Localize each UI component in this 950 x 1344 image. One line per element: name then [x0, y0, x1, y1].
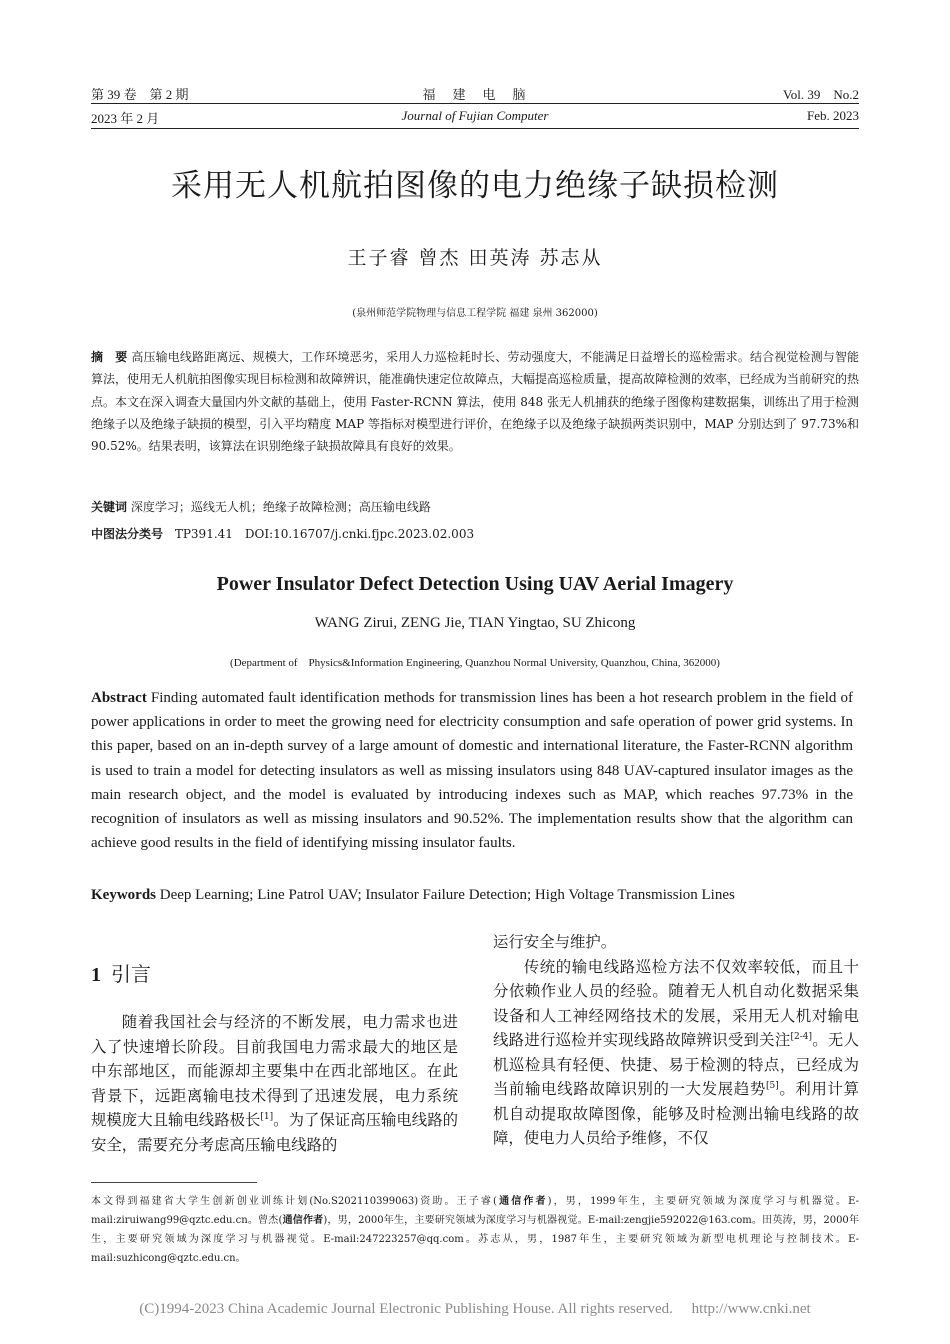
section-number: 1	[91, 964, 101, 986]
affiliation-en: (Department of Physics&Information Engineering, Quanzhou Normal University, Quanzhou, China, 362000)	[230, 657, 720, 669]
keywords-cn-label: 关键词	[91, 500, 128, 514]
footnote-text: 本文得到福建省大学生创新创业训练计划(No.S202110399063)资助。王子睿(	[91, 1196, 497, 1207]
clc-text: TP391.41 DOI:10.16707/j.cnki.fjpc.2023.02.003	[174, 527, 475, 541]
footnote-bold: 通信作者	[496, 1196, 548, 1207]
header-date-en: Feb. 2023	[807, 108, 859, 123]
header-journal-en: Journal of Fujian Computer	[401, 108, 549, 123]
keywords-cn-text: 深度学习；巡线无人机；绝缘子故障检测；高压输电线路	[130, 500, 431, 514]
citation: [2-4]	[790, 1031, 812, 1042]
paper-title-cn: 采用无人机航拍图像的电力绝缘子缺损检测	[171, 168, 779, 204]
abstract-cn-label: 摘 要	[91, 350, 128, 364]
keywords-en-text: Deep Learning; Line Patrol UAV; Insulator Failure Detection; High Voltage Transmission Lines	[156, 887, 735, 903]
paragraph-text: 随着我国社会与经济的不断发展，电力需求也进入了快速增长阶段。目前我国电力需求最大的地区是中东部地区，而能源却主要集中在西北部地区。在此背景下，远距离输电技术得到了迅速发展，电力系统规模庞大且输电线路极长	[91, 1013, 458, 1129]
affiliation-cn: (泉州师范学院物理与信息工程学院 福建 泉州 362000)	[352, 308, 598, 319]
abstract-cn-text: 高压输电线路距离远、规模大，工作环境恶劣，采用人力巡检耗时长、劳动强度大，不能满足日益增长的巡检需求。结合视觉检测与智能算法，使用无人机航拍图像实现目标检测和故障辨识，能准确快速定位故障点，大幅提高巡检质量，提高故障检测的效率，已经成为当前研究的热点。本文在深入调查大量国内外文献的基础上，使用 Faster-RCNN 算法，使用 848 张无人机捕获的绝缘子图像构建数据集，训练出了用于检测绝缘子以及绝缘子缺损的模型，引入平均精度 MAP 等指标对模型进行评价，在绝缘子以及绝缘子缺损两类识别中，MAP 分别达到了 97.73%和 90.52%。结果表明，该算法在识别绝缘子缺损故障具有良好的效果。	[91, 350, 860, 454]
header-vol-no: Vol. 39 No.2	[783, 87, 859, 102]
abstract-en-text: Finding automated fault identification methods for transmission lines has been a hot research problem in the field of power applications in order to meet the growing need for electricity consumption and safe operation of power grid systems. In this paper, based on an in-depth survey of a large amount of domestic and international literature, the Faster-RCNN algorithm is used to train a model for detecting insulators as well as missing insulators using 848 UAV-captured insulator images as the main research object, and the model is evaluated by introducing indexes such as MAP, which reaches 97.73% in the recognition of insulators as well as missing insulators and 90.52%. The implementation results show that the algorithm can achieve good results in the field of identifying missing insulator faults.	[91, 690, 853, 852]
paragraph-text: 。利用计算机自动提取故障图像，能够及时检测出输电线路的故障，使电力人员给予维修，不仅	[493, 1080, 859, 1147]
keywords-en	[91, 887, 735, 904]
authors-en: WANG Zirui, ZENG Jie, TIAN Yingtao, SU Zhicong	[314, 615, 636, 631]
abstract-cn	[91, 346, 859, 457]
footnote-rule	[91, 1182, 257, 1183]
keywords-en-label: Keywords	[91, 887, 156, 903]
header-date-cn: 2023 年 2 月	[91, 111, 160, 126]
footnote-bold: 通信作者	[282, 1215, 324, 1226]
header-rule-top	[91, 103, 859, 104]
footnote	[91, 1192, 859, 1268]
paragraph-text: 传统的输电线路巡检方法不仅效率较低，而且十分依赖作业人员的经验。随着无人机自动化数据采集设备和人工神经网络技术的发展，采用无人机对输电线路进行巡检并实现线路故障辨识受到关注	[493, 957, 859, 1049]
section-title: 引言	[111, 962, 151, 986]
header-journal-cn: 福 建 电 脑	[422, 87, 528, 102]
header-rule-bottom	[91, 128, 859, 129]
abstract-en-label: Abstract	[91, 690, 147, 706]
copyright-line: (C)1994-2023 China Academic Journal Electronic Publishing House. All rights reserved. http://www.cnki.net	[139, 1301, 811, 1317]
body-column-left	[91, 1010, 458, 1157]
keywords-cn	[91, 498, 431, 515]
footnote-text: )，男，1999年生，主要研究领域为深度学习与机器觉。E-mail:ziruiwang99@qztc.edu.cn。曾杰(	[91, 1196, 860, 1226]
paragraph: 运行安全与维护。	[493, 933, 617, 951]
body-column-right	[493, 930, 859, 1151]
section-heading	[91, 958, 151, 987]
header-volume-issue: 第 39 卷 第 2 期	[91, 87, 189, 102]
classification	[91, 525, 474, 542]
paragraph	[91, 1010, 458, 1157]
citation: [5]	[765, 1080, 779, 1091]
clc-label: 中图法分类号	[91, 527, 164, 541]
footnote-text: )，男，2000年生，主要研究领域为深度学习与机器视觉。E-mail:zengjie592022@163.com。田英涛，男，2000年生，主要研究领域为深度学习与机器视觉。E-mail:247223257@qq.com。苏志从，男，1987年生，主要研究领域为新型电机理论与控制技术。E-mail:suzhicong@qztc.edu.cn。	[91, 1215, 859, 1264]
paragraph-text: 。为了保证高压输电线路的安全，需要充分考虑高压输电线路的	[91, 1111, 458, 1154]
abstract-en	[91, 686, 853, 855]
paragraph-text: 。无人机巡检具有轻便、快捷、易于检测的特点，已经成为当前输电线路故障识别的一大发展趋势	[493, 1031, 859, 1098]
paragraph	[493, 955, 859, 1151]
citation: [1]	[260, 1111, 274, 1122]
authors-cn: 王子睿 曾杰 田英涛 苏志从	[347, 247, 603, 269]
paper-title-en: Power Insulator Defect Detection Using UAV Aerial Imagery	[216, 573, 734, 595]
